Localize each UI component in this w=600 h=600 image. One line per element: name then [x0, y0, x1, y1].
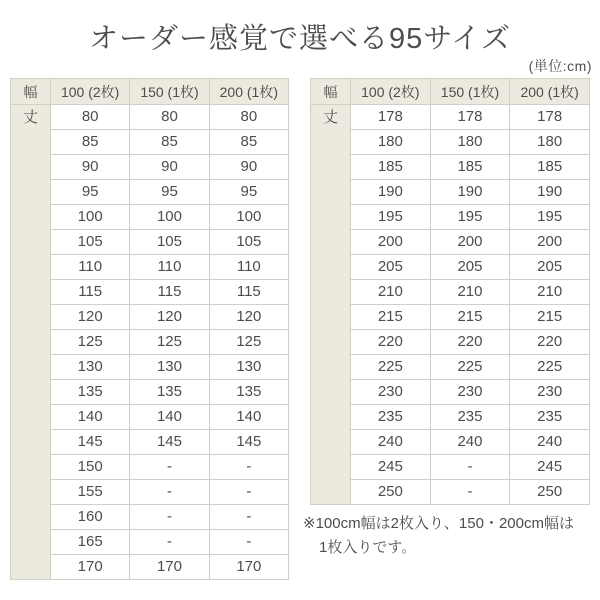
table-row	[11, 180, 289, 205]
table-cell: 195	[510, 205, 590, 230]
table-row	[11, 230, 289, 255]
table-cell: 240	[351, 430, 431, 455]
table-cell: 245	[510, 455, 590, 480]
table-row	[11, 455, 289, 480]
table-cell: 190	[430, 180, 510, 205]
header-row	[11, 79, 289, 105]
table-row	[311, 380, 590, 405]
table-cell: 165	[51, 530, 130, 555]
table-cell: 215	[351, 305, 431, 330]
footnote-line1: ※100cm幅は2枚入り、150・200cm幅は	[303, 515, 574, 532]
table-row	[11, 280, 289, 305]
table-row	[11, 430, 289, 455]
table-cell: 195	[430, 205, 510, 230]
table-cell: 225	[430, 355, 510, 380]
row-header-length: 丈	[11, 105, 51, 580]
size-table-left	[10, 78, 289, 580]
table-cell: 200	[510, 230, 590, 255]
table-cell: 205	[351, 255, 431, 280]
table-cell: 205	[510, 255, 590, 280]
table-cell: 190	[351, 180, 431, 205]
table-row	[11, 130, 289, 155]
table-cell: -	[430, 455, 510, 480]
table-cell: 130	[209, 355, 288, 380]
table-cell: 170	[209, 555, 288, 580]
table-row	[311, 355, 590, 380]
corner-header-width: 幅	[11, 79, 51, 105]
table-row	[11, 255, 289, 280]
table-cell: 235	[510, 405, 590, 430]
table-cell: 125	[130, 330, 209, 355]
table-cell: 170	[51, 555, 130, 580]
table-row	[311, 105, 590, 130]
table-row	[311, 130, 590, 155]
table-cell: 220	[430, 330, 510, 355]
header-row	[311, 79, 590, 105]
table-cell: 190	[510, 180, 590, 205]
table-row	[311, 155, 590, 180]
table-cell: 185	[351, 155, 431, 180]
table-row	[311, 205, 590, 230]
table-row	[311, 480, 590, 505]
table-cell: 180	[351, 130, 431, 155]
table-cell: 235	[351, 405, 431, 430]
table-cell: -	[130, 455, 209, 480]
table-cell: 110	[51, 255, 130, 280]
table-row	[11, 330, 289, 355]
table-row	[11, 405, 289, 430]
table-cell: 145	[130, 430, 209, 455]
table-cell: 178	[430, 105, 510, 130]
table-row	[311, 230, 590, 255]
table-cell: 90	[209, 155, 288, 180]
table-cell: 125	[51, 330, 130, 355]
table-cell: 205	[430, 255, 510, 280]
table-cell: 100	[51, 205, 130, 230]
table-cell: 120	[51, 305, 130, 330]
row-header-length: 丈	[311, 105, 351, 505]
table-cell: 105	[51, 230, 130, 255]
table-cell: 150	[51, 455, 130, 480]
table-cell: 135	[51, 380, 130, 405]
table-cell: 110	[130, 255, 209, 280]
table-cell: 200	[430, 230, 510, 255]
table-cell: 130	[130, 355, 209, 380]
table-row	[11, 480, 289, 505]
table-cell: 210	[351, 280, 431, 305]
table-cell: 130	[51, 355, 130, 380]
table-cell: 250	[510, 480, 590, 505]
table-row	[311, 255, 590, 280]
footnote	[303, 512, 593, 560]
table-cell: 200	[351, 230, 431, 255]
table-row	[11, 305, 289, 330]
table-row	[311, 180, 590, 205]
table-cell: 220	[351, 330, 431, 355]
table-cell: 215	[510, 305, 590, 330]
table-cell: 145	[209, 430, 288, 455]
table-cell: 115	[209, 280, 288, 305]
column-header-200: 200 (1枚)	[209, 79, 288, 105]
table-cell: -	[430, 480, 510, 505]
table-cell: -	[209, 480, 288, 505]
table-row	[11, 505, 289, 530]
table-row	[11, 205, 289, 230]
table-cell: 100	[209, 205, 288, 230]
table-cell: 210	[510, 280, 590, 305]
column-header-150: 150 (1枚)	[130, 79, 209, 105]
table-cell: 220	[510, 330, 590, 355]
table-row	[311, 305, 590, 330]
table-cell: 195	[351, 205, 431, 230]
table-cell: 230	[510, 380, 590, 405]
table-row	[11, 380, 289, 405]
table-cell: -	[130, 530, 209, 555]
table-cell: 235	[430, 405, 510, 430]
table-cell: -	[130, 480, 209, 505]
table-row	[11, 355, 289, 380]
table-cell: 250	[351, 480, 431, 505]
table-cell: 240	[510, 430, 590, 455]
table-cell: 90	[130, 155, 209, 180]
table-cell: 85	[51, 130, 130, 155]
column-header-150: 150 (1枚)	[430, 79, 510, 105]
table-cell: 240	[430, 430, 510, 455]
table-cell: 185	[510, 155, 590, 180]
table-row	[311, 405, 590, 430]
column-header-100: 100 (2枚)	[51, 79, 130, 105]
table-cell: 95	[209, 180, 288, 205]
table-cell: 230	[351, 380, 431, 405]
table-cell: 80	[130, 105, 209, 130]
table-cell: 85	[209, 130, 288, 155]
table-cell: 120	[130, 305, 209, 330]
table-row	[311, 280, 590, 305]
table-cell: 180	[510, 130, 590, 155]
table-cell: 185	[430, 155, 510, 180]
table-row	[311, 330, 590, 355]
table-cell: 115	[51, 280, 130, 305]
table-cell: 160	[51, 505, 130, 530]
table-row	[11, 555, 289, 580]
table-cell: 100	[130, 205, 209, 230]
table-cell: 225	[351, 355, 431, 380]
table-cell: 178	[351, 105, 431, 130]
table-row	[311, 455, 590, 480]
table-cell: 135	[130, 380, 209, 405]
table-cell: 90	[51, 155, 130, 180]
table-cell: 80	[51, 105, 130, 130]
table-row	[11, 155, 289, 180]
page-title: オーダー感覚で選べる95サイズ	[89, 23, 511, 55]
table-row	[311, 430, 590, 455]
table-cell: 105	[209, 230, 288, 255]
size-table-right	[310, 78, 590, 505]
table-cell: 115	[130, 280, 209, 305]
table-cell: 105	[130, 230, 209, 255]
table-cell: 125	[209, 330, 288, 355]
table-cell: 95	[51, 180, 130, 205]
table-row	[11, 105, 289, 130]
table-cell: 225	[510, 355, 590, 380]
table-cell: 178	[510, 105, 590, 130]
table-cell: 145	[51, 430, 130, 455]
unit-label: (単位:cm)	[528, 58, 592, 74]
table-cell: 215	[430, 305, 510, 330]
table-cell: 180	[430, 130, 510, 155]
table-cell: 140	[209, 405, 288, 430]
table-cell: 95	[130, 180, 209, 205]
table-row	[11, 530, 289, 555]
table-cell: 120	[209, 305, 288, 330]
table-cell: 170	[130, 555, 209, 580]
table-cell: -	[130, 505, 209, 530]
table-cell: 155	[51, 480, 130, 505]
table-cell: 85	[130, 130, 209, 155]
column-header-200: 200 (1枚)	[510, 79, 590, 105]
table-cell: 140	[51, 405, 130, 430]
table-cell: 135	[209, 380, 288, 405]
table-cell: 210	[430, 280, 510, 305]
table-cell: 140	[130, 405, 209, 430]
column-header-100: 100 (2枚)	[351, 79, 431, 105]
table-cell: 110	[209, 255, 288, 280]
footnote-line2: 1枚入りです。	[319, 539, 417, 556]
table-cell: 80	[209, 105, 288, 130]
table-cell: 230	[430, 380, 510, 405]
table-cell: -	[209, 505, 288, 530]
table-cell: 245	[351, 455, 431, 480]
table-cell: -	[209, 455, 288, 480]
corner-header-width: 幅	[311, 79, 351, 105]
table-cell: -	[209, 530, 288, 555]
